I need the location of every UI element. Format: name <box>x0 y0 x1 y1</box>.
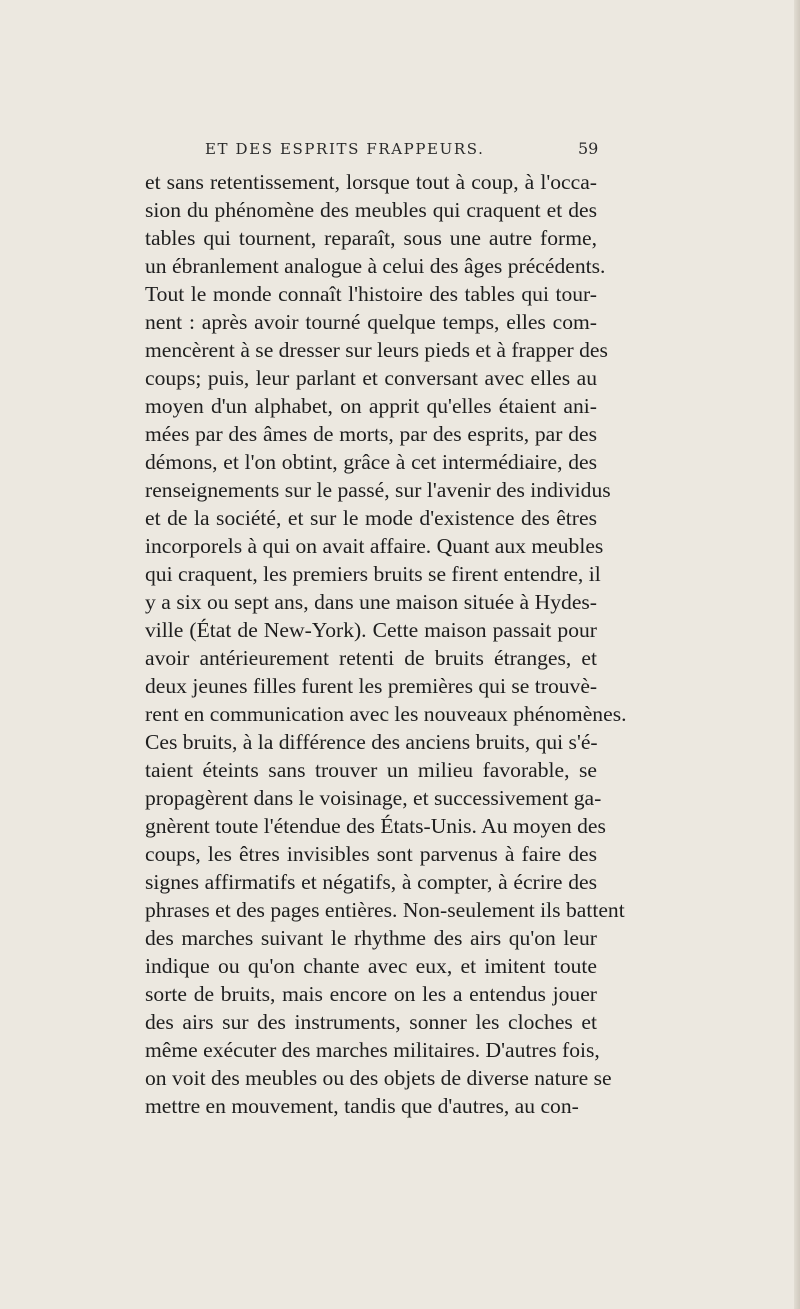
text-line: gnèrent toute l'étendue des États-Unis. Au moyen des <box>145 814 606 838</box>
running-title: ET DES ESPRITS FRAPPEURS. <box>205 140 485 158</box>
page-number: 59 <box>578 139 599 158</box>
text-line: coups; puis, leur parlant et conversant avec elles au <box>145 366 597 390</box>
text-line: mencèrent à se dresser sur leurs pieds et à frapper des <box>145 338 608 362</box>
text-line: des airs sur des instruments, sonner les cloches et <box>145 1010 597 1034</box>
body-text <box>145 168 627 1120</box>
text-line: renseignements sur le passé, sur l'avenir des individus <box>145 478 611 502</box>
text-line: ville (État de New-York). Cette maison passait pour <box>145 618 597 642</box>
text-line: avoir antérieurement retenti de bruits étranges, et <box>145 646 597 670</box>
text-line: moyen d'un alphabet, on apprit qu'elles étaient ani- <box>145 394 597 418</box>
text-line: sion du phénomène des meubles qui craquent et des <box>145 198 597 222</box>
text-line: deux jeunes filles furent les premières qui se trouvè- <box>145 674 598 698</box>
text-line: incorporels à qui on avait affaire. Quant aux meubles <box>145 534 604 558</box>
text-line: Ces bruits, à la différence des anciens bruits, qui s'é- <box>145 730 598 754</box>
text-line: des marches suivant le rhythme des airs qu'on leur <box>145 926 597 950</box>
text-line: tables qui tournent, reparaît, sous une autre forme, <box>145 226 597 250</box>
text-line: nent : après avoir tourné quelque temps, elles com- <box>145 310 597 334</box>
text-line: on voit des meubles ou des objets de diverse nature se <box>145 1066 612 1090</box>
text-line: même exécuter des marches militaires. D'autres fois, <box>145 1038 600 1062</box>
text-line: Tout le monde connaît l'histoire des tables qui tour- <box>145 282 597 306</box>
text-line: phrases et des pages entières. Non-seulement ils battent <box>145 898 625 922</box>
text-line: mettre en mouvement, tandis que d'autres, au con- <box>145 1094 579 1118</box>
text-line: y a six ou sept ans, dans une maison située à Hydes- <box>145 590 597 614</box>
text-line: propagèrent dans le voisinage, et successivement ga- <box>145 786 602 810</box>
text-line: signes affirmatifs et négatifs, à compter, à écrire des <box>145 870 597 894</box>
text-line: sorte de bruits, mais encore on les a entendus jouer <box>145 982 597 1006</box>
text-line: et de la société, et sur le mode d'existence des êtres <box>145 506 597 530</box>
text-line: un ébranlement analogue à celui des âges précédents. <box>145 254 606 278</box>
text-line: démons, et l'on obtint, grâce à cet intermédiaire, des <box>145 450 597 474</box>
text-line: coups, les êtres invisibles sont parvenus à faire des <box>145 842 597 866</box>
text-line: taient éteints sans trouver un milieu favorable, se <box>145 758 597 782</box>
text-line: indique ou qu'on chante avec eux, et imitent toute <box>145 954 597 978</box>
page-edge-shadow <box>794 0 800 1309</box>
text-line: et sans retentissement, lorsque tout à coup, à l'occa- <box>145 170 597 194</box>
text-line: mées par des âmes de morts, par des esprits, par des <box>145 422 597 446</box>
text-line: qui craquent, les premiers bruits se firent entendre, il <box>145 562 601 586</box>
text-line: rent en communication avec les nouveaux phénomènes. <box>145 702 627 726</box>
